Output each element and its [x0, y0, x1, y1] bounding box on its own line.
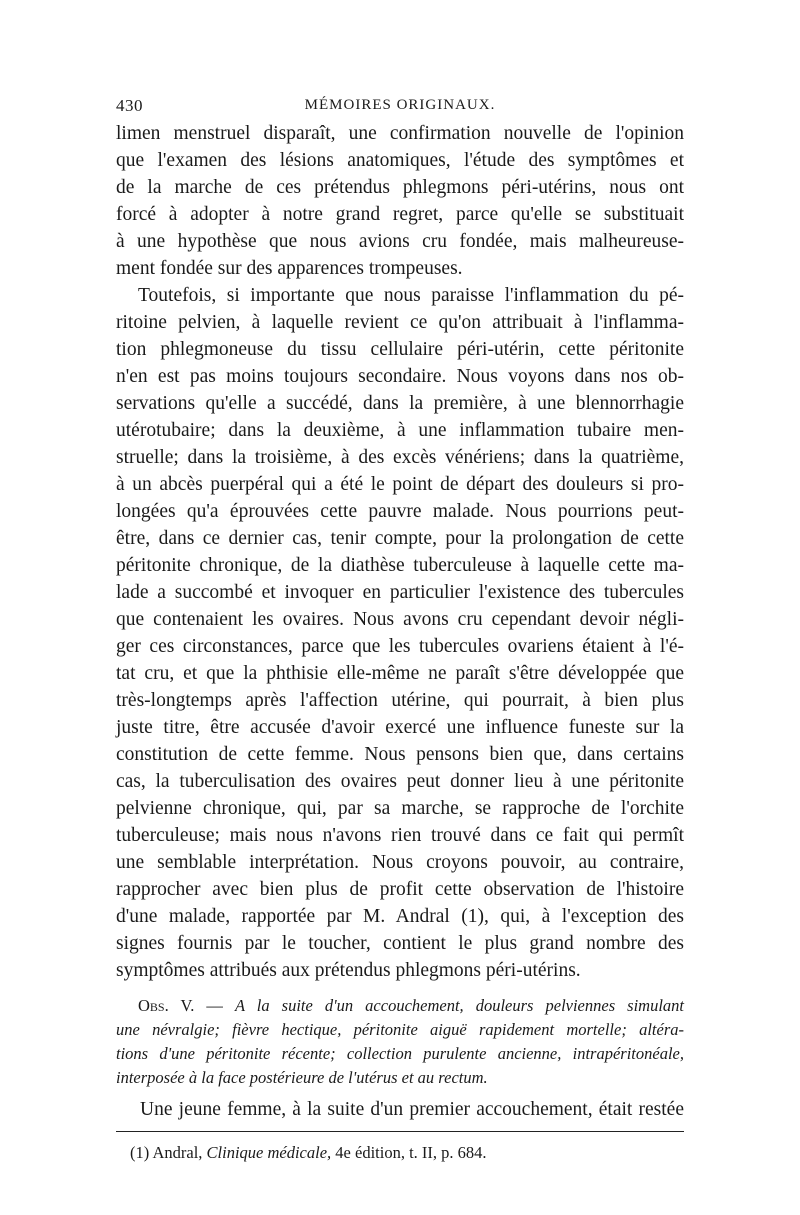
document-page: [116, 96, 684, 1164]
text-line: n'en est pas moins toujours secondaire. Nous voyons dans nos ob-: [116, 366, 684, 387]
text-line: cas, la tuberculisation des ovaires peut donner lieu à une péritonite: [116, 771, 684, 792]
text-line: péritonite chronique, de la diathèse tuberculeuse à laquelle cette ma-: [116, 555, 684, 576]
paragraph-1: [116, 120, 684, 282]
text-line: d'une malade, rapportée par M. Andral (1), qui, à l'exception des: [116, 906, 684, 927]
text-line: signes fournis par le toucher, contient le plus grand nombre des: [116, 933, 684, 954]
text-line: très-longtemps après l'affection utérine, qui pourrait, à bien plus: [116, 690, 684, 711]
observation-label: Obs. V. —: [138, 996, 223, 1015]
text-line: de la marche de ces prétendus phlegmons péri-utérins, nous ont: [116, 177, 684, 198]
text-line: Toutefois, si importante que nous paraisse l'inflammation du pé-: [138, 285, 684, 306]
text-line: Une jeune femme, à la suite d'un premier accouchement, était restée: [140, 1099, 684, 1120]
observation-heading: [116, 994, 684, 1090]
text-line: limen menstruel disparaît, une confirmation nouvelle de l'opinion: [116, 123, 684, 144]
text-line: lade a succombé et invoquer en particulier l'existence des tubercules: [116, 582, 684, 603]
footnote-marker: (1) Andral,: [130, 1143, 203, 1162]
text-line: longées qu'a éprouvées cette pauvre malade. Nous pourrions peut-: [116, 501, 684, 522]
text-line: tuberculeuse; mais nous n'avons rien trouvé dans ce fait qui permît: [116, 825, 684, 846]
footnote-title: Clinique médicale,: [206, 1143, 332, 1162]
text-line: forcé à adopter à notre grand regret, parce qu'elle se substituait: [116, 204, 684, 225]
observation-line: une névralgie; fièvre hectique, péritonite aiguë rapidement mortelle; altéra-: [116, 1020, 684, 1039]
text-line: une semblable interprétation. Nous croyons pouvoir, au contraire,: [116, 852, 684, 873]
text-line: à une hypothèse que nous avions cru fondée, mais malheureuse-: [116, 231, 684, 252]
observation-title: A la suite d'un accouchement, douleurs pelviennes simulant: [234, 996, 685, 1015]
footnote: [116, 1142, 684, 1164]
running-title: MÉMOIRES ORIGINAUX.: [304, 97, 496, 113]
text-line: utérotubaire; dans la deuxième, à une inflammation tubaire men-: [116, 420, 684, 441]
text-line: struelle; dans la troisième, à des excès vénériens; dans la quatrième,: [116, 447, 684, 468]
text-line: être, dans ce dernier cas, tenir compte, pour la prolongation de cette: [116, 528, 684, 549]
text-line: tat cru, et que la phthisie elle-même ne paraît s'être développée que: [116, 663, 684, 684]
running-header: [116, 96, 684, 120]
text-line: ritoine pelvien, à laquelle revient ce qu'on attribuait à l'inflamma-: [116, 312, 684, 333]
text-line: constitution de cette femme. Nous pensons bien que, dans certains: [116, 744, 684, 765]
paragraph-3: [116, 1096, 684, 1123]
observation-line: [116, 994, 684, 1018]
text-line: à un abcès puerpéral qui a été le point de départ des douleurs si pro-: [116, 474, 684, 495]
text-line: symptômes attribués aux prétendus phlegmons péri-utérins.: [116, 960, 581, 981]
text-line: que l'examen des lésions anatomiques, l'étude des symptômes et: [116, 150, 684, 171]
page-number: 430: [116, 96, 143, 115]
observation-line: tions d'une péritonite récente; collection purulente ancienne, intrapéritonéale,: [116, 1044, 684, 1063]
text-line: pelvienne chronique, qui, par sa marche, se rapproche de l'orchite: [116, 798, 684, 819]
text-line: que contenaient les ovaires. Nous avons cru cependant devoir négli-: [116, 609, 684, 630]
observation-line: interposée à la face postérieure de l'utérus et au rectum.: [116, 1068, 488, 1087]
text-line: rapprocher avec bien plus de profit cette observation de l'histoire: [116, 879, 684, 900]
footnote-rest: 4e édition, t. II, p. 684.: [335, 1143, 487, 1162]
text-line: juste titre, être accusée d'avoir exercé une influence funeste sur la: [116, 717, 684, 738]
footnote-rule: [116, 1131, 684, 1132]
paragraph-2: [116, 282, 684, 984]
text-line: servations qu'elle a succédé, dans la première, à une blennorrhagie: [116, 393, 684, 414]
text-line: tion phlegmoneuse du tissu cellulaire péri-utérin, cette péritonite: [116, 339, 684, 360]
text-line: ger ces circonstances, parce que les tubercules ovariens étaient à l'é-: [116, 636, 684, 657]
text-line: ment fondée sur des apparences trompeuses.: [116, 258, 463, 279]
